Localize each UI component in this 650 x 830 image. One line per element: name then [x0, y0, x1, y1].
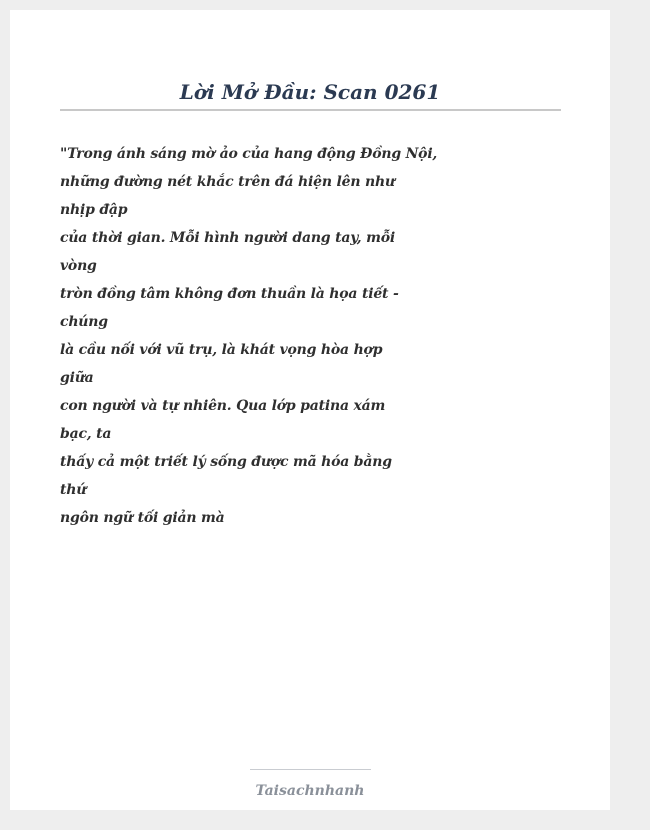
- title-divider: [60, 109, 561, 111]
- document-page: [10, 10, 610, 810]
- body-line: chúng: [60, 314, 108, 330]
- body-line: con người và tự nhiên. Qua lớp patina xám: [60, 398, 386, 414]
- body-line: giữa: [60, 370, 94, 386]
- body-text: [60, 140, 560, 532]
- body-line: của thời gian. Mỗi hình người dang tay, mỗi: [60, 230, 396, 246]
- page-title: Lời Mở Đầu: Scan 0261: [179, 80, 441, 104]
- footer-brand: Taisachnhanh: [255, 783, 365, 799]
- body-line: nhịp đập: [60, 202, 128, 218]
- body-line: "Trong ánh sáng mờ ảo của hang động Đồng Nội,: [60, 146, 438, 162]
- body-line: tròn đồng tâm không đơn thuần là họa tiết -: [60, 286, 399, 302]
- body-line: thứ: [60, 482, 87, 498]
- body-line: bạc, ta: [60, 426, 112, 442]
- body-line: những đường nét khắc trên đá hiện lên như: [60, 174, 395, 190]
- footer-divider: [250, 769, 371, 770]
- body-line: thấy cả một triết lý sống được mã hóa bằng: [60, 454, 392, 470]
- body-line: ngôn ngữ tối giản mà: [60, 510, 225, 526]
- body-line: vòng: [60, 258, 97, 274]
- body-line: là cầu nối với vũ trụ, là khát vọng hòa hợp: [60, 342, 383, 358]
